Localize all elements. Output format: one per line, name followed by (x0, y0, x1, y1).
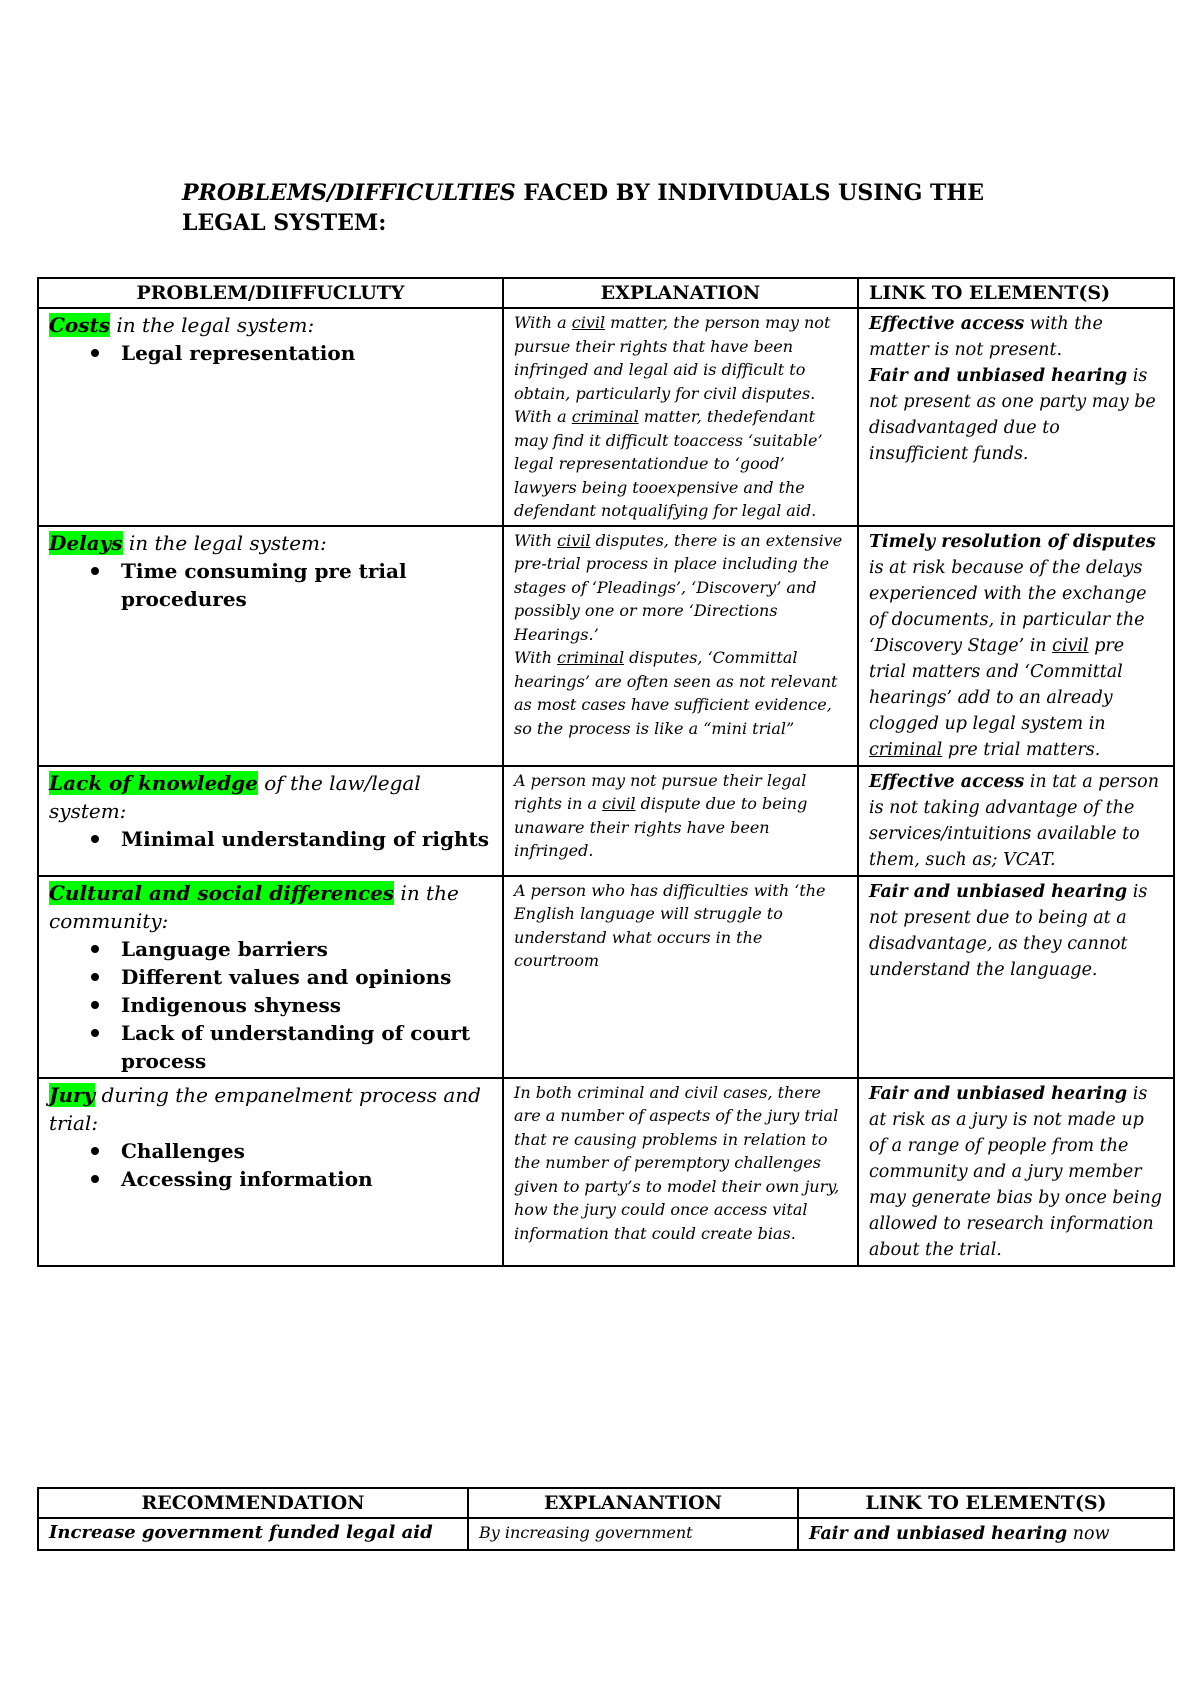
list-item: Legal representation (121, 339, 492, 367)
explanation-underlined-term: civil (557, 530, 591, 550)
link-text: pre trial matters and ‘Committal hearings’ add to an already clogged up legal system in (869, 635, 1125, 734)
link-text: is at risk because of the delays experienced with the exchange of documents, in particular the ‘Discovery Stage’ in (869, 557, 1147, 656)
problem-cell (38, 766, 503, 876)
link-paragraph (869, 1081, 1163, 1263)
explanation-text: A person may not pursue their legal rights in a (514, 770, 807, 813)
explanation-paragraph (514, 646, 847, 740)
problem-cell (38, 308, 503, 526)
link-cell (858, 308, 1174, 526)
explanation-text: disputes, ‘Committal hearings’ are often seen as not relevant as most cases have sufficient evidence, so the process is like a “mini trial” (514, 648, 838, 738)
table-row (38, 766, 1174, 876)
rec-header-link: LINK TO ELEMENT(S) (798, 1488, 1174, 1518)
link-paragraph (869, 769, 1163, 873)
recommendations-table-header-row (38, 1488, 1174, 1518)
recommendation-explanation-cell: By increasing government (468, 1518, 798, 1550)
recommendation-link-cell (798, 1518, 1174, 1550)
link-cell (858, 766, 1174, 876)
link-element-name: Fair and unbiased hearing (809, 1524, 1068, 1544)
link-text: is not present as one party may be disadvantaged due to insufficient funds. (869, 366, 1156, 464)
explanation-paragraph (514, 879, 847, 973)
link-element-name: Fair and unbiased hearing (869, 881, 1128, 902)
link-element-name: Effective access (869, 314, 1025, 334)
problem-context: of the law/legal system: (49, 770, 421, 823)
table-row (38, 1078, 1174, 1266)
recommendation-cell: Increase government funded legal aid (38, 1518, 468, 1550)
problem-keyword: Costs (49, 313, 111, 337)
problem-keyword: Jury (49, 1082, 96, 1107)
link-text: pre trial matters. (942, 739, 1101, 760)
explanation-cell (503, 1078, 858, 1266)
explanation-text: dispute due to being unaware their rights have been infringed. (514, 794, 808, 860)
problem-cell (38, 526, 503, 766)
link-text: is not present due to being at a disadvantage, as they cannot understand the language. (869, 881, 1148, 980)
list-item: Language barriers (121, 935, 492, 963)
problem-bullet-list (49, 339, 492, 367)
link-text: in tat a person is not taking advantage of the services/intuitions available to them, such as; VCAT. (869, 771, 1159, 870)
problem-cell (38, 1078, 503, 1266)
problem-cell (38, 876, 503, 1078)
explanation-paragraph (514, 311, 847, 405)
list-item: Accessing information (121, 1165, 492, 1193)
explanation-text: matter, the person may not pursue their rights that have been infringed and legal aid is difficult to obtain, particularly for civil disputes. (514, 313, 831, 403)
explanation-text: With a (514, 313, 572, 332)
link-cell (858, 526, 1174, 766)
problem-context: in the community: (49, 880, 459, 933)
link-cell (858, 1078, 1174, 1266)
link-text: is at risk as a jury is not made up of a range of people from the community and a jury member may generate bias by once being allowed to research information about the trial. (869, 1083, 1162, 1260)
explanation-paragraph (514, 1081, 847, 1246)
title-line2: LEGAL SYSTEM: (182, 210, 387, 236)
link-text: now (1067, 1524, 1110, 1544)
link-paragraph (869, 879, 1163, 983)
list-item: Challenges (121, 1137, 492, 1165)
problem-bullet-list (49, 1137, 492, 1193)
explanation-cell (503, 876, 858, 1078)
link-paragraph (869, 529, 1163, 763)
problem-keyword: Delays (49, 530, 123, 555)
explanation-text: With (514, 648, 558, 667)
list-item: Minimal understanding of rights (121, 825, 492, 853)
problem-bullet-list (49, 557, 492, 613)
problem-context: during the empanelment process and trial: (49, 1082, 481, 1135)
link-element-name: Effective access (869, 771, 1025, 792)
explanation-underlined-term: criminal (571, 407, 639, 426)
title-italic-part: PROBLEMS/DIFFICULTIES (182, 180, 516, 206)
document-title (182, 178, 1082, 238)
table-row (38, 526, 1174, 766)
explanation-cell (503, 766, 858, 876)
explanation-text: With (514, 530, 558, 550)
link-paragraph (869, 363, 1163, 467)
list-item: Lack of understanding of court process (121, 1019, 492, 1075)
link-element-name: Timely resolution of disputes (869, 531, 1156, 552)
explanation-text: In both criminal and civil cases, there are a number of aspects of the jury trial that re causing problems in relation to the number of peremptory challenges given to party’s to model their own jury, how the jury could once access vital information that could create bias. (514, 1082, 840, 1243)
header-link: LINK TO ELEMENT(S) (858, 278, 1174, 308)
link-element-name: Fair and unbiased hearing (869, 1083, 1128, 1104)
problem-bullet-list (49, 825, 492, 853)
link-cell (858, 876, 1174, 1078)
explanation-underlined-term: civil (602, 794, 636, 813)
table-row (38, 876, 1174, 1078)
explanation-underlined-term: criminal (557, 648, 625, 667)
problems-table (37, 277, 1175, 1267)
list-item: Time consuming pre trial procedures (121, 557, 492, 613)
problem-bullet-list (49, 935, 492, 1075)
recommendations-table (37, 1487, 1175, 1551)
table-row (38, 1518, 1174, 1550)
link-text: with the matter is not present. (869, 314, 1103, 360)
header-problem: PROBLEM/DIIFFUCLUTY (38, 278, 503, 308)
problem-keyword: Lack of knowledge (49, 770, 258, 795)
explanation-text: With a (514, 407, 572, 426)
list-item: Indigenous shyness (121, 991, 492, 1019)
explanation-paragraph (514, 529, 847, 647)
link-element-name: Fair and unbiased hearing (869, 366, 1128, 386)
problem-keyword: Cultural and social differences (49, 880, 395, 905)
explanation-cell (503, 526, 858, 766)
problems-table-header-row (38, 278, 1174, 308)
explanation-text: disputes, there is an extensive pre-trial process in place including the stages of ‘Pleadings’, ‘Discovery’ and possibly one or more ‘Directions Hearings.’ (514, 530, 843, 644)
problem-context: in the legal system: (122, 530, 327, 555)
explanation-underlined-term: civil (571, 313, 606, 332)
rec-header-recommendation: RECOMMENDATION (38, 1488, 468, 1518)
header-explanation: EXPLANATION (503, 278, 858, 308)
problem-context: in the legal system: (110, 313, 315, 337)
explanation-cell (503, 308, 858, 526)
link-underlined-term: civil (1052, 635, 1089, 656)
title-line1-rest: FACED BY INDIVIDUALS USING THE (515, 180, 984, 206)
list-item: Different values and opinions (121, 963, 492, 991)
explanation-text: matter, thedefendant may find it difficult toaccess ‘suitable’ legal representationdue to ‘good’ lawyers being tooexpensive and the defendant notqualifying for legal aid. (514, 407, 823, 520)
link-underlined-term: criminal (869, 739, 943, 760)
explanation-paragraph (514, 405, 847, 523)
link-paragraph (869, 311, 1163, 363)
rec-header-explanation: EXPLANANTION (468, 1488, 798, 1518)
explanation-text: A person who has difficulties with ‘the English language will struggle to understand what occurs in the courtroom (514, 880, 826, 970)
explanation-paragraph (514, 769, 847, 863)
table-row (38, 308, 1174, 526)
